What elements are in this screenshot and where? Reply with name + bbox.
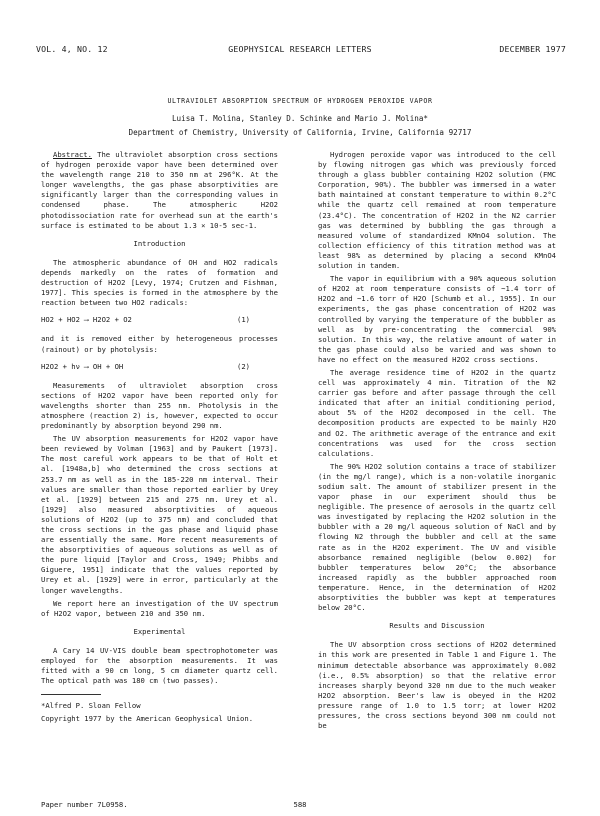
equation-2 [41,362,278,372]
equation-1 [41,315,278,325]
equation-2-formula: H2O2 + hν ⟶ OH + OH [41,361,124,371]
intro-paragraph-4: The UV absorption measurements for H2O2 vapor have been reviewed by Volman [1963] and by Paukert [1973]. The most careful work appears to be that of Holt et al. [1948a,b] who determined the cross sections at 253.7 nm as well as in the 185-220 nm interval. Their values are smaller than those reported earlier by Urey et al. [1929] between 215 and 275 nm. Urey et al. [1929] also measured absorptivities of aqueous solutions of H2O2 (up to 375 nm) and concluded that the cross sections in the gas phase and liquid phase are essentially the same. More recent measurements of the absorptivities of aqueous solutions as well as of the pure liquid [Taylor and Cross, 1949; Phibbs and Giguere, 1951] indicate that the values reported by Urey et al. [1929] were in error, particularly at the longer wavelengths. [41,434,278,595]
abstract [41,150,278,231]
paper-title: ULTRAVIOLET ABSORPTION SPECTRUM OF HYDROGEN PEROXIDE VAPOR [167,97,433,105]
left-column [41,150,278,728]
results-heading: Results and Discussion [389,621,485,631]
equation-1-formula: HO2 + HO2 ⟶ H2O2 + O2 [41,315,132,325]
page-number: 588 [293,800,307,809]
experimental-heading: Experimental [133,626,186,636]
equation-2-number: (2) [237,361,250,371]
abstract-text: The ultraviolet absorption cross sections of hydrogen peroxide vapor have been determined over the wavelength range 210 to 350 nm at 296°K. At the longer wavelengths, the gas phase absorptivities are significantly larger than the corresponding values in condensed phase. The atmospheric H2O2 photodissociation rate for overhead sun at the earth's surface is estimated to be about 1.3 × 10-5 sec-1. [41,150,278,230]
footnote-rule [41,694,101,695]
paper-number: Paper number 7L0958. [41,800,128,809]
right-column [318,150,556,734]
experimental-paragraph-1: A Cary 14 UV-VIS double beam spectrophotometer was employed for the absorption measurements. It was fitted with a 90 cm long, 5 cm diameter quartz cell. The optical path was 180 cm (two passes). [41,645,278,686]
issue-date: DECEMBER 1977 [499,44,566,54]
affiliation: Department of Chemistry, University of California, Irvine, California 92717 [128,128,472,137]
right-paragraph-5: The UV absorption cross sections of H2O2 determined in this work are presented in Table 1 and Figure 1. The minimum detectable absorbance was approximately 0.002 (i.e., 0.5% absorption) so that the relative error increases sharply beyond 320 nm due to the much weaker H2O2 absorption. Beer's law is obeyed in the H2O2 pressure range of 1.0 to 1.5 torr; at lower H2O2 pressures, the cross sections beyond 300 nm could not be [318,640,556,731]
right-paragraph-2: The vapor in equilibrium with a 90% aqueous solution of H2O2 at room temperature consists of ~1.4 torr of H2O2 and ~1.6 torr of H2O [Schumb et al., 1955]. In our experiments, the gas phase concentration of H2O2 was controlled by varying the temperature of the bubbler as well as by pre-concentrating the commercial 90% solution. In this way, the relative amount of water in the gas phase could also be varied and was shown to have no effect on the measured H2O2 cross sections. [318,274,556,364]
right-paragraph-3: The average residence time of H2O2 in the quartz cell was approximately 4 min. Titration of the N2 carrier gas before and after passage through the cell indicated that after an initial conditioning period, about 5% of the H2O2 decomposed in the cell. The decomposition products are expected to be mainly H2O and O2. The arithmetic average of the entrance and exit concentrations was used for the cross section calculations. [318,367,556,458]
right-paragraph-4: The 90% H2O2 solution contains a trace of stabilizer (in the mg/l range), which is a non-volatile inorganic sodium salt. The amount of stabilizer present in the vapor phase in our experiment should thus be negligible. The presence of aerosols in the quartz cell was investigated by replacing the H2O2 solution in the bubbler with a 20 mg/l aqueous solution of NaCl and by flowing N2 through the bubbler and cell at the same rate as in the H2O2 experiment. The UV and visible absorbance remained negligible (below 0.002) for bubbler temperatures below 20°C; the absorbance increased rapidly as the bubbler approached room temperature. Hence, in the determination of H2O2 absorptivities the bubbler was kept at temperatures below 20°C. [318,461,556,613]
copyright-line: Copyright 1977 by the American Geophysical Union. [41,714,254,724]
introduction-heading: Introduction [133,238,186,248]
volume-label: VOL. 4, NO. 12 [36,44,108,54]
journal-name: GEOPHYSICAL RESEARCH LETTERS [228,44,372,54]
abstract-label: Abstract. [53,150,92,159]
intro-paragraph-1: The atmospheric abundance of OH and HO2 radicals depends markedly on the rates of formation and destruction of H2O2 [Levy, 1974; Crutzen and Fishman, 1977]. This species is formed in the atmosphere by the reaction between two HO2 radicals: [41,257,278,308]
intro-paragraph-2: and it is removed either by heterogeneous processes (rainout) or by photolysis: [41,334,278,354]
author-list: Luisa T. Molina, Stanley D. Schinke and Mario J. Molina* [171,114,429,123]
footnote: *Alfred P. Sloan Fellow [41,701,141,711]
intro-paragraph-3: Measurements of ultraviolet absorption cross sections of H2O2 vapor have been reported only for wavelengths shorter than 255 nm. Photolysis in the atmosphere (reaction 2) is, however, expected to occur predominantly by absorption beyond 290 nm. [41,380,278,431]
equation-1-number: (1) [237,315,250,325]
right-paragraph-1: Hydrogen peroxide vapor was introduced to the cell by flowing nitrogen gas which was previously forced through a glass bubbler containing H2O2 solution (FMC Corporation, 90%). The bubbler was immersed in a water bath maintained at constant temperature to within 0.2°C while the quartz cell remained at room temperature (23.4°C). The concentration of H2O2 in the N2 carrier gas was determined by bubbling the gas through a measured volume of standardized KMnO4 solution. The collection efficiency of this titration method was at least 98% as determined by placing a second KMnO4 solution in tandem. [318,150,556,271]
intro-paragraph-5: We report here an investigation of the UV spectrum of H2O2 vapor, between 210 and 350 nm. [41,598,278,618]
